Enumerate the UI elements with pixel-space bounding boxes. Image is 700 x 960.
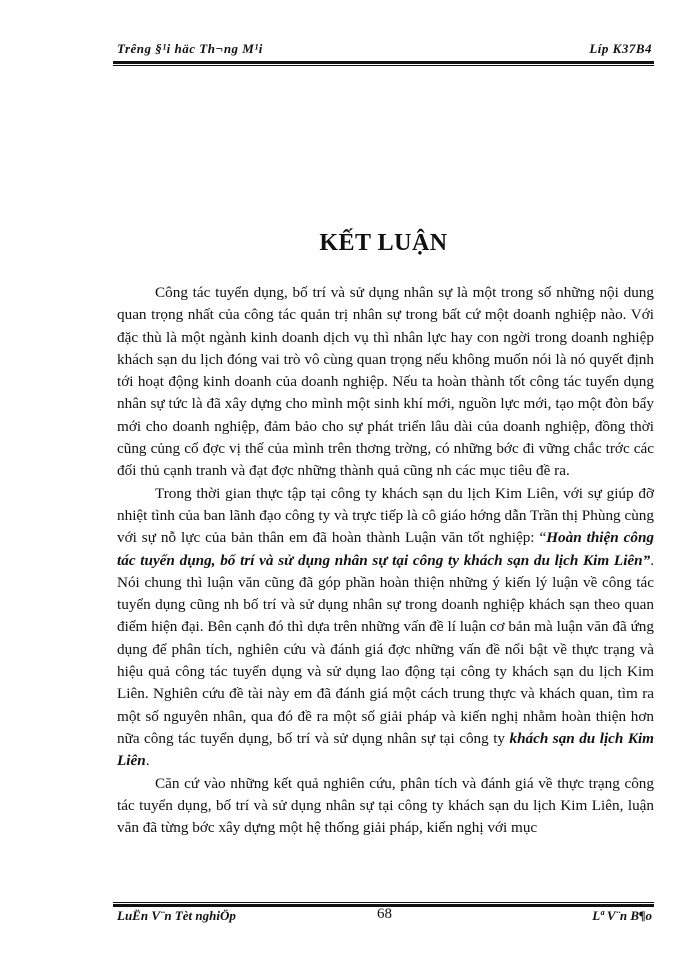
footer-doc-type: LuËn V¨n Tèt nghiÖp (117, 908, 236, 923)
paragraph-2-body: . Nói chung thì luận văn cũng đã góp phần hoàn thiện những ý kiến lý luận về công tác tuyển dụng cũng nh bố trí và sử dụng nhân sự trong doanh nghiệp khách sạn theo quan điểm hiện đại. Bên cạnh đó thì dựa trên những vấn đề lí luận cơ bản mà luận văn đã ứng dụng để phân tích, nghiên cứu và đánh giá đợc những vấn đề nổi bật về thực trạng và hiệu quả công tác tuyển dụng và sử dụng lao động tại công ty khách sạn du lịch Kim Liên. Nghiên cứu đề tài này em đã đánh giá một cách trung thực và khách quan, tìm ra một số nguyên nhân, qua đó đề ra một số giải pháp và kiến nghị nhằm hoàn thiện hơn nữa công tác tuyển dụng, bố trí và sử dụng nhân sự tại công ty (117, 551, 654, 747)
footer-author: Lª V¨n B¶o (592, 908, 652, 923)
paragraph-2 (117, 483, 654, 773)
paragraph-2-end: . (145, 752, 150, 770)
paragraph-3: Căn cứ vào những kết quả nghiên cứu, phân tích và đánh giá về thực trạng công tác tuyển dụng, bố trí và sử dụng nhân sự tại công ty khách sạn du lịch Kim Liên, luận văn đã từng bớc xây dựng một hệ thống giải pháp, kiến nghị với mục (117, 774, 654, 837)
thesis-title: Hoàn thiện công tác tuyển dụng, bố trí và sử dụng nhân sự tại công ty khách sạn du lịch Kim Liên” (117, 529, 654, 569)
header-rule (113, 61, 654, 66)
header-school: Trêng §¹i häc Th¬ng M¹i (117, 41, 263, 56)
page-title: KẾT LUẬN (319, 230, 448, 256)
paragraph-1: Công tác tuyển dụng, bố trí và sử dụng nhân sự là một trong số những nội dung quan trọng nhất của công tác quản trị nhân sự trong bất cứ một doanh nghiệp nào. Với đặc thù là một ngành kinh doanh dịch vụ thì nhân lực hay con ngời trong doanh nghiệp khách sạn du lịch đóng vai trò vô cùng quan trọng nếu không muốn nói là nó quyết định tới hoạt động kinh doanh của doanh nghiệp. Nếu ta hoàn thành tốt công tác tuyển dụng nhân sự tức là đã xây dựng cho mình một sinh khí mới, nguồn lực mới, tạo một đòn bẩy mới cho doanh nghiệp, đảm bảo cho sự phát triển lâu dài của doanh nghiệp, đồng thời cũng củng cố đợc vị thế của mình trên thơng trờng, có những bớc đi vững chắc trớc các đối thủ cạnh tranh và đạt đợc những thành quả cũng nh các mục tiêu đề ra. (117, 284, 654, 480)
page-footer (117, 908, 652, 926)
page-number: 68 (377, 906, 392, 922)
header-class: Líp K37B4 (589, 41, 652, 56)
company-name: khách sạn du lịch Kim Liên (117, 729, 654, 770)
document-body (117, 282, 654, 839)
paragraph-2-intro: Trong thời gian thực tập tại công ty khách sạn du lịch Kim Liên, với sự giúp đỡ nhiệt tình của ban lãnh đạo công ty và trực tiếp là cô giáo hớng dẫn Trần thị Phùng cùng với sự nỗ lực của bản thân em đã hoàn thành Luận văn tốt nghiệp: “ (117, 484, 654, 547)
page-header (117, 41, 652, 57)
